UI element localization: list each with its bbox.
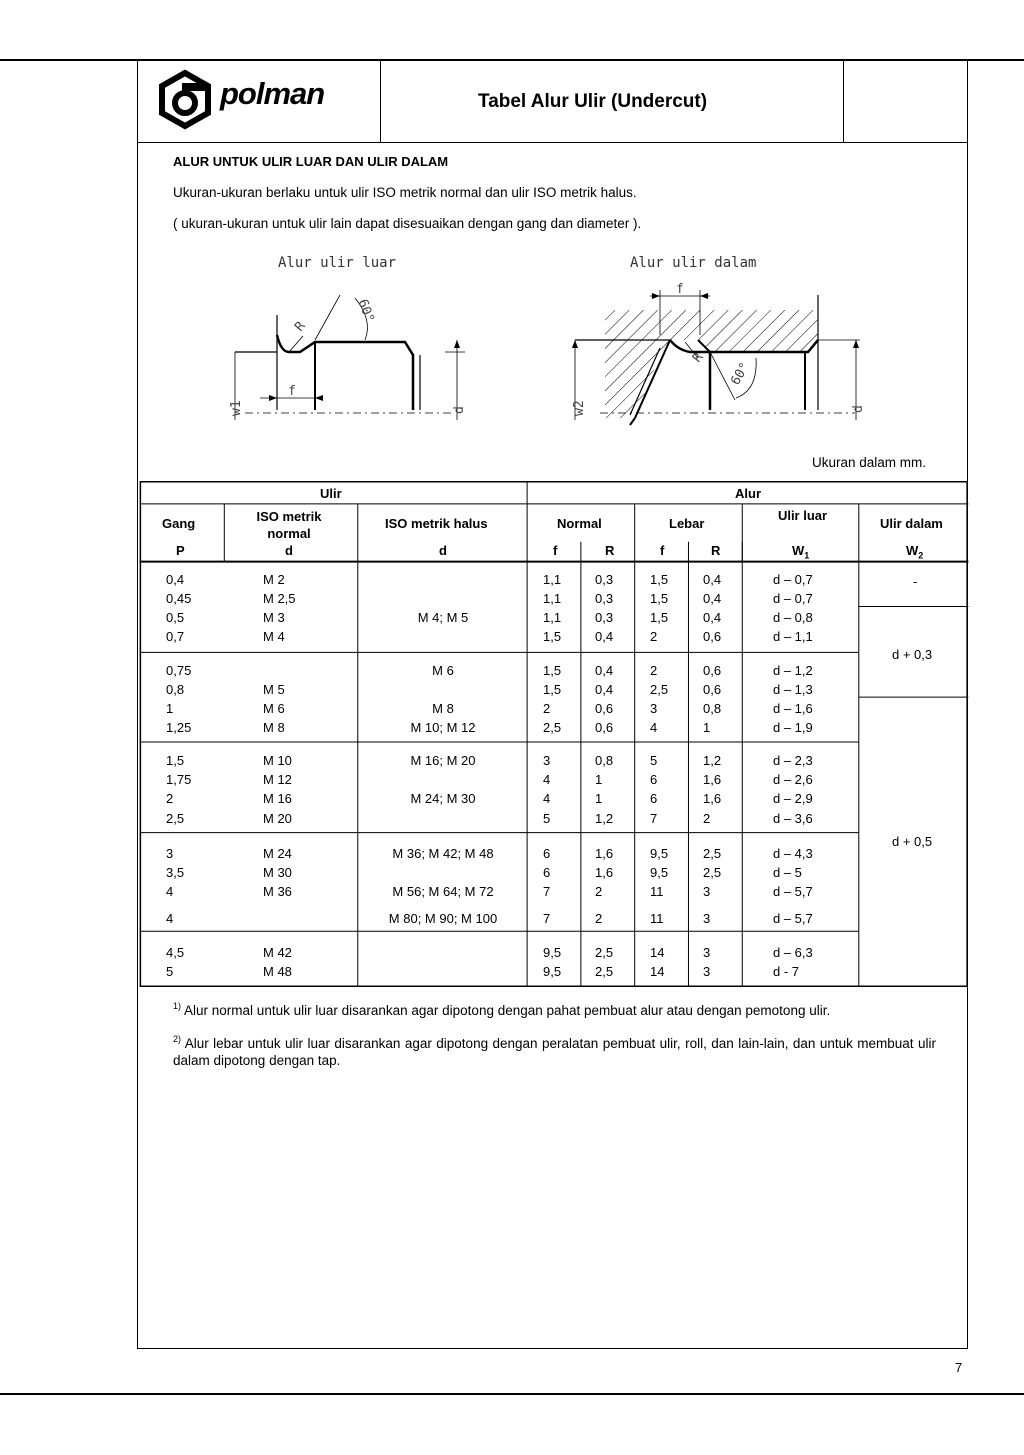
- col-lebar: Lebar: [669, 516, 705, 531]
- table-cell: d – 1,9: [773, 720, 813, 735]
- table-cell: 0,8: [595, 753, 614, 768]
- sub-r-lebar: R: [711, 543, 721, 558]
- table-cell: 1,5: [650, 572, 669, 587]
- table-cell: 0,6: [595, 720, 614, 735]
- table-cell: 2: [650, 629, 658, 644]
- inner-groove-diagram: [560, 280, 870, 430]
- outer-d-label: d: [452, 406, 467, 414]
- table-cell: 1: [595, 772, 603, 787]
- table-cell: d – 1,1: [773, 629, 813, 644]
- table-cell: 3: [703, 964, 711, 979]
- outer-r-label: R: [292, 318, 309, 335]
- inner-r-label: R: [689, 350, 707, 366]
- table-cell: 0,5: [166, 610, 185, 625]
- table-cell: 1,5: [543, 682, 562, 697]
- table-cell: 3: [166, 846, 174, 861]
- table-cell: 0,4: [703, 591, 722, 606]
- table-cell: M 4; M 5: [417, 610, 469, 625]
- table-cell: 2: [650, 663, 658, 678]
- table-cell: M 3: [263, 610, 285, 625]
- intro-line-1: Ukuran-ukuran berlaku untuk ulir ISO metrik normal dan ulir ISO metrik halus.: [173, 185, 637, 200]
- table-cell: 7: [543, 911, 551, 926]
- table-cell: 4: [166, 911, 174, 926]
- footnote-2-text: Alur lebar untuk ulir luar disarankan agar dipotong dengan peralatan pembuat ulir, roll, dan lain-lain, dan untuk membuat ulir dalam dipotong dengan tap.: [173, 1036, 936, 1068]
- table-cell: M 30: [263, 865, 292, 880]
- table-cell: 5: [166, 964, 174, 979]
- table-cell: M 16: [263, 791, 292, 806]
- table-cell: 1,25: [166, 720, 192, 735]
- table-cell: 4: [543, 791, 551, 806]
- col-iso-halus: ISO metrik halus: [385, 516, 488, 531]
- bottom-rule: [0, 1393, 1024, 1395]
- table-cell: M 16; M 20: [410, 753, 476, 768]
- table-cell: 4: [543, 772, 551, 787]
- table-cell: 2,5: [595, 964, 614, 979]
- table-cell: 4,5: [166, 945, 185, 960]
- table-cell: 0,7: [166, 629, 185, 644]
- table-cell: 2,5: [703, 865, 722, 880]
- logo-text: polman: [220, 76, 325, 111]
- table-cell: 1,5: [543, 663, 562, 678]
- table-cell: d – 5,7: [773, 884, 813, 899]
- table-cell: 1,75: [166, 772, 192, 787]
- table-cell: 2,5: [166, 811, 185, 826]
- table-cell: M 80; M 90; M 100: [388, 911, 498, 926]
- table-cell: 2: [543, 701, 551, 716]
- table-cell: 6: [650, 772, 658, 787]
- table-cell: d – 0,8: [773, 610, 813, 625]
- table-cell: 9,5: [650, 846, 669, 861]
- table-cell: 0,3: [595, 572, 614, 587]
- sub-r-normal: R: [605, 543, 615, 558]
- table-cell: d – 5,7: [773, 911, 813, 926]
- table-cell: 4: [650, 720, 658, 735]
- table-cell: 0,6: [703, 663, 722, 678]
- table-cell: 0,8: [703, 701, 722, 716]
- table-cell: 0,4: [703, 610, 722, 625]
- inner-angle-label: 60°: [728, 360, 753, 388]
- table-cell: 4: [166, 884, 174, 899]
- table-cell: 3: [650, 701, 658, 716]
- table-cell: 1,5: [166, 753, 185, 768]
- page-number: 7: [955, 1360, 963, 1375]
- table-cell: 2,5: [595, 945, 614, 960]
- table-cell: M 36; M 42; M 48: [392, 846, 494, 861]
- table-cell: d – 2,9: [773, 791, 813, 806]
- table-cell: d – 0,7: [773, 591, 813, 606]
- table-cell: M 48: [263, 964, 292, 979]
- table-cell: 11: [650, 884, 664, 899]
- intro-line-2: ( ukuran-ukuran untuk ulir lain dapat disesuaikan dengan gang dan diameter ).: [173, 216, 642, 231]
- table-cell: M 2,5: [263, 591, 296, 606]
- table-cell: 1,6: [595, 846, 614, 861]
- table-cell: 1,6: [595, 865, 614, 880]
- table-cell: 1,1: [543, 572, 562, 587]
- table-cell: 6: [650, 791, 658, 806]
- table-cell: d – 1,2: [773, 663, 813, 678]
- table-cell: 3: [543, 753, 551, 768]
- footnote-1-text: Alur normal untuk ulir luar disarankan agar dipotong dengan pahat pembuat alur atau dengan pemotong ulir.: [184, 1003, 831, 1018]
- table-cell: d - 7: [773, 964, 800, 979]
- table-cell: M 10; M 12: [410, 720, 476, 735]
- table-cell: d – 1,3: [773, 682, 813, 697]
- sub-w1: $W_1$: [792, 543, 810, 561]
- table-cell: 0,75: [166, 663, 192, 678]
- table-cell: 6: [543, 865, 551, 880]
- table-cell: 0,4: [595, 682, 614, 697]
- outer-diagram-caption: Alur ulir luar: [278, 255, 397, 271]
- w2-value-small: d + 0,3: [892, 647, 933, 662]
- col-iso-normal: ISO metrik normal: [256, 509, 322, 541]
- table-cell: d – 3,6: [773, 811, 813, 826]
- table-cell: M 4: [263, 629, 285, 644]
- table-cell: 14: [650, 964, 665, 979]
- sub-p: P: [176, 543, 185, 558]
- table-cell: 2,5: [650, 682, 669, 697]
- table-cell: 1: [595, 791, 603, 806]
- table-cell: 2: [595, 911, 603, 926]
- w2-value-none: -: [913, 574, 918, 589]
- table-cell: 1: [166, 701, 174, 716]
- table-cell: 1: [703, 720, 711, 735]
- table-cell: 3: [703, 945, 711, 960]
- table-cell: M 42: [263, 945, 292, 960]
- w2-value-large: d + 0,5: [892, 834, 933, 849]
- table-cell: 3: [703, 911, 711, 926]
- table-cell: d – 6,3: [773, 945, 813, 960]
- table-cell: 2: [595, 884, 603, 899]
- w1-label: w1: [229, 400, 244, 416]
- table-cell: 0,6: [703, 682, 722, 697]
- inner-f-label: f: [676, 282, 684, 297]
- table-cell: 7: [543, 884, 551, 899]
- page-title: Tabel Alur Ulir (Undercut): [478, 91, 708, 112]
- w2-label: w2: [572, 400, 587, 416]
- table-cell: 11: [650, 911, 664, 926]
- sub-f-normal: f: [553, 543, 558, 558]
- table-cell: M 36: [263, 884, 292, 899]
- table-cell: 0,45: [166, 591, 192, 606]
- table-cell: 0,4: [595, 629, 614, 644]
- table-cell: 1,6: [703, 791, 722, 806]
- inner-diagram-caption: Alur ulir dalam: [630, 255, 757, 271]
- table-cell: 2: [166, 791, 174, 806]
- table-cell: M 10: [263, 753, 292, 768]
- table-cell: 6: [543, 846, 551, 861]
- table-cell: d – 2,3: [773, 753, 813, 768]
- footnote-1-mark: 1): [173, 1001, 182, 1011]
- col-ulir-luar: Ulir luar: [777, 508, 828, 523]
- table-cell: 0,3: [595, 610, 614, 625]
- title-cell: [380, 60, 844, 142]
- table-cell: 0,4: [703, 572, 722, 587]
- table-cell: M 2: [263, 572, 285, 587]
- table-cell: 3: [703, 884, 711, 899]
- table-cell: 0,3: [595, 591, 614, 606]
- table-cell: 2: [703, 811, 711, 826]
- table-cell: d – 1,6: [773, 701, 813, 716]
- table-cell: 7: [650, 811, 658, 826]
- table-cell: d – 0,7: [773, 572, 813, 587]
- table-cell: 1,6: [703, 772, 722, 787]
- table-cell: 1,1: [543, 610, 562, 625]
- outer-groove-diagram: [215, 280, 475, 430]
- col-normal: Normal: [557, 516, 602, 531]
- table-cell: 9,5: [543, 964, 562, 979]
- col-ulir-dalam: Ulir dalam: [880, 516, 943, 531]
- polman-logo-icon: [154, 69, 216, 131]
- table-cell: 2,5: [543, 720, 562, 735]
- sub-d-normal: d: [285, 543, 293, 558]
- footnote-2-mark: 2): [173, 1034, 182, 1044]
- table-cell: 1,2: [703, 753, 722, 768]
- table-cell: M 6: [432, 663, 454, 678]
- table-cell: M 6: [263, 701, 285, 716]
- logo-cell: [138, 60, 381, 142]
- footnote-1: [173, 1002, 936, 1019]
- table-cell: M 8: [263, 720, 285, 735]
- table-cell: M 8: [432, 701, 454, 716]
- table-cell: 0,4: [595, 663, 614, 678]
- table-cell: 9,5: [650, 865, 669, 880]
- table-cell: M 5: [263, 682, 285, 697]
- table-cell: M 56; M 64; M 72: [392, 884, 494, 899]
- table-cell: 14: [650, 945, 665, 960]
- table-cell: M 12: [263, 772, 292, 787]
- table-cell: 0,6: [703, 629, 722, 644]
- outer-f-label: f: [288, 384, 296, 399]
- sub-f-lebar: f: [660, 543, 665, 558]
- table-cell: 5: [650, 753, 658, 768]
- group-ulir: Ulir: [320, 486, 342, 501]
- table-cell: 2,5: [703, 846, 722, 861]
- table-cell: M 20: [263, 811, 292, 826]
- table-cell: 0,8: [166, 682, 185, 697]
- header: [138, 60, 967, 143]
- table-cell: 1,5: [543, 629, 562, 644]
- units-note: Ukuran dalam mm.: [812, 455, 927, 470]
- table-cell: d – 5: [773, 865, 802, 880]
- inner-d-label: d: [851, 405, 866, 413]
- table-cell: 9,5: [543, 945, 562, 960]
- table-cell: 1,2: [595, 811, 614, 826]
- sub-d-halus: d: [439, 543, 447, 558]
- table-cell: d – 4,3: [773, 846, 813, 861]
- col-gang: Gang: [162, 516, 196, 531]
- table-cell: 3,5: [166, 865, 185, 880]
- table-cell: 1,1: [543, 591, 562, 606]
- table-cell: 0,6: [595, 701, 614, 716]
- table-cell: 5: [543, 811, 551, 826]
- table-cell: d – 2,6: [773, 772, 813, 787]
- table-cell: M 24; M 30: [410, 791, 476, 806]
- table-cell: M 24: [263, 846, 292, 861]
- outer-angle-label: 60°: [354, 297, 377, 325]
- table-cell: 1,5: [650, 591, 669, 606]
- sub-w2: $W_2$: [906, 543, 924, 561]
- table-cell: 0,4: [166, 572, 185, 587]
- footnote-2: [173, 1035, 936, 1069]
- section-heading: ALUR UNTUK ULIR LUAR DAN ULIR DALAM: [173, 154, 449, 169]
- table-cell: 1,5: [650, 610, 669, 625]
- group-alur: Alur: [735, 486, 761, 501]
